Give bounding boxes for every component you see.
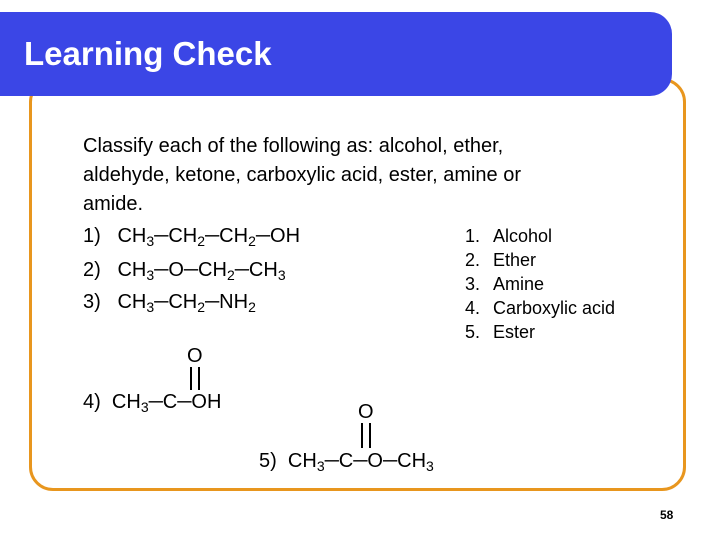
title-underline [0, 92, 640, 96]
slide-title: Learning Check [24, 35, 272, 72]
answer-option-1[interactable]: 1. Alcohol [465, 226, 553, 246]
instruction-line-3: amide. [83, 193, 144, 215]
answer-option-4[interactable]: 4. Carboxylic acid [465, 298, 616, 318]
compound-4-double-bond [190, 367, 200, 390]
instruction-line-2: aldehyde, ketone, carboxylic acid, ester, amine or [83, 164, 522, 186]
answer-option-5[interactable]: 5. Ester [465, 322, 536, 342]
compound-1: 1) $CH_3─CH_2─CH_2─OH$ [83, 225, 301, 249]
instruction-line-1: Classify each of the following as: alcohol, ether, [83, 135, 504, 157]
answer-option-2[interactable]: 2. Ether [465, 250, 537, 270]
compound-4-oxygen: O [187, 345, 203, 367]
answer-option-3[interactable]: 3. Amine [465, 274, 545, 294]
compound-2: 2) $CH_3─O─CH_2─CH_3$ [83, 259, 286, 283]
page-number: 58 [660, 508, 674, 522]
compound-4: 4) $CH_3─C─OH$ [83, 391, 222, 415]
compound-5-double-bond [361, 423, 371, 448]
compound-3: 3) $CH_3─CH_2─NH_2$ [83, 291, 256, 315]
compound-5: 5) $CH_3─C─O─CH_3$ [259, 450, 434, 474]
compound-5-oxygen: O [358, 401, 374, 423]
